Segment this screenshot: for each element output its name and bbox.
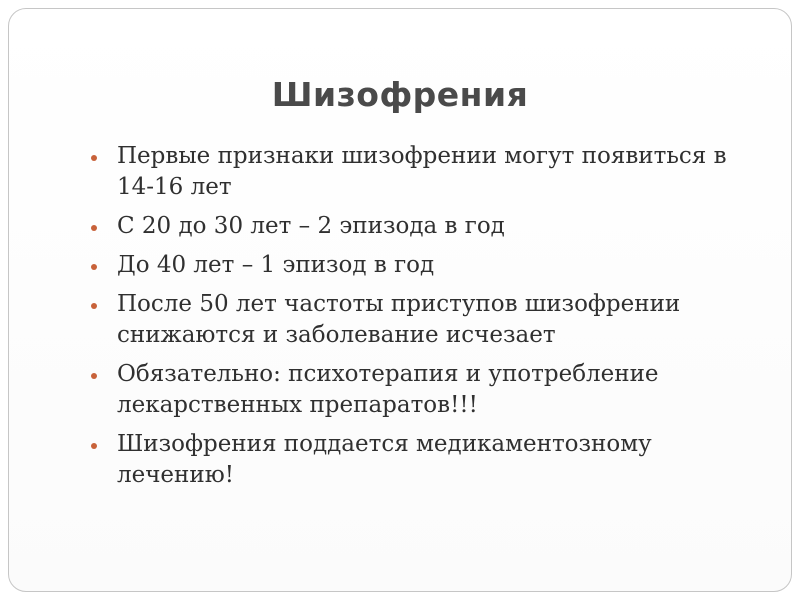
slide-title: Шизофрения — [271, 75, 529, 114]
bullet-dot-icon — [91, 373, 97, 379]
bullet-item — [89, 429, 729, 491]
bullet-text: После 50 лет частоты приступов шизофрении снижаются и заболевание исчезает — [117, 291, 681, 348]
bullet-text: Шизофрения поддается медикаментозному лечению! — [117, 431, 652, 488]
bullet-item — [89, 141, 729, 203]
bullet-dot-icon — [91, 155, 97, 161]
bullet-item — [89, 211, 729, 242]
bullet-text: Первые признаки шизофрении могут появиться в 14-16 лет — [117, 143, 727, 200]
bullet-dot-icon — [91, 264, 97, 270]
bullet-text: Обязательно: психотерапия и употребление лекарственных препаратов!!! — [117, 361, 659, 418]
bullet-item — [89, 250, 729, 281]
bullet-item — [89, 359, 729, 421]
bullet-text: До 40 лет – 1 эпизод в год — [117, 252, 435, 278]
bullet-text: С 20 до 30 лет – 2 эпизода в год — [117, 213, 505, 239]
bullet-list — [89, 141, 729, 491]
bullet-dot-icon — [91, 443, 97, 449]
bullet-item — [89, 289, 729, 351]
bullet-dot-icon — [91, 225, 97, 231]
bullet-dot-icon — [91, 303, 97, 309]
slide-frame — [8, 8, 792, 592]
